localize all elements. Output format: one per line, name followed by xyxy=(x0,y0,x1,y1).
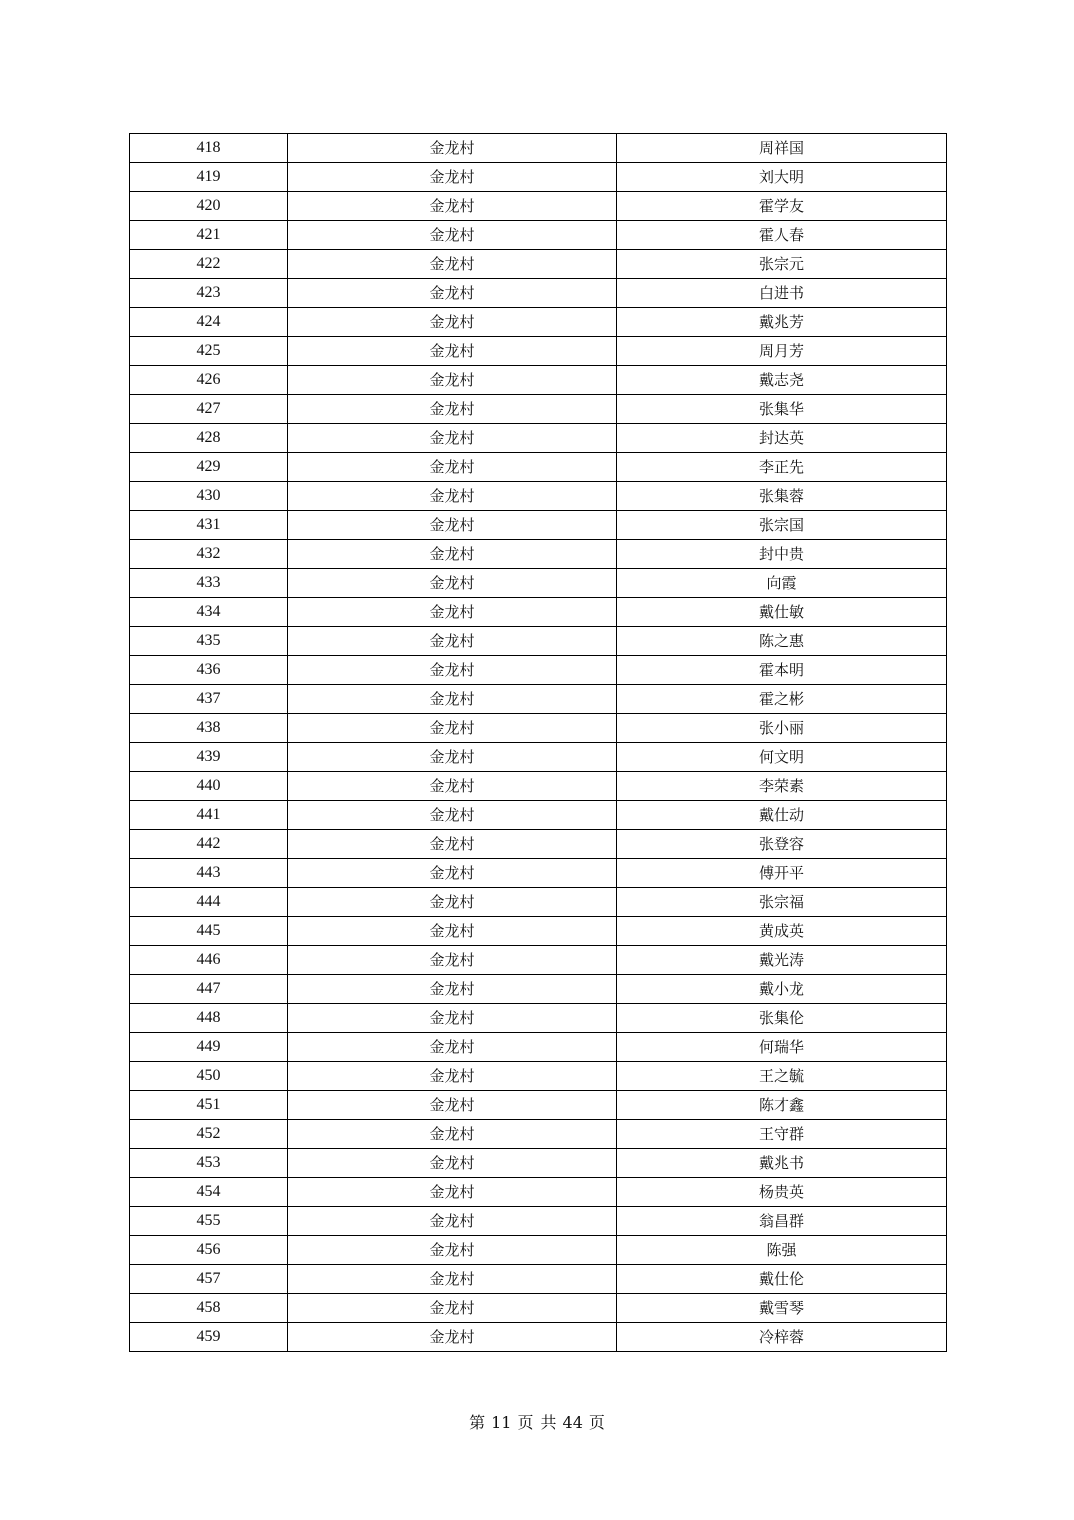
village-cell: 金龙村 xyxy=(288,685,617,714)
village-cell: 金龙村 xyxy=(288,627,617,656)
village-cell: 金龙村 xyxy=(288,1207,617,1236)
village-cell: 金龙村 xyxy=(288,917,617,946)
table-row xyxy=(130,859,947,888)
village-cell: 金龙村 xyxy=(288,975,617,1004)
table-row xyxy=(130,1091,947,1120)
row-number-cell: 418 xyxy=(130,134,288,163)
row-number-cell: 438 xyxy=(130,714,288,743)
table-row xyxy=(130,482,947,511)
person-name-cell: 张宗元 xyxy=(617,250,947,279)
table-row xyxy=(130,975,947,1004)
footer-prefix: 第 xyxy=(469,1413,486,1432)
footer-suffix: 页 xyxy=(588,1413,605,1432)
person-name-cell: 戴志尧 xyxy=(617,366,947,395)
table-row xyxy=(130,511,947,540)
person-name-cell: 戴仕敏 xyxy=(617,598,947,627)
table-row xyxy=(130,1149,947,1178)
table-row xyxy=(130,308,947,337)
village-cell: 金龙村 xyxy=(288,801,617,830)
person-name-cell: 霍本明 xyxy=(617,656,947,685)
table-row xyxy=(130,163,947,192)
roster-table xyxy=(129,133,947,1352)
person-name-cell: 戴小龙 xyxy=(617,975,947,1004)
table-row xyxy=(130,1004,947,1033)
village-cell: 金龙村 xyxy=(288,1323,617,1352)
village-cell: 金龙村 xyxy=(288,511,617,540)
person-name-cell: 张宗国 xyxy=(617,511,947,540)
row-number-cell: 424 xyxy=(130,308,288,337)
village-cell: 金龙村 xyxy=(288,308,617,337)
row-number-cell: 449 xyxy=(130,1033,288,1062)
village-cell: 金龙村 xyxy=(288,772,617,801)
person-name-cell: 李正先 xyxy=(617,453,947,482)
row-number-cell: 433 xyxy=(130,569,288,598)
row-number-cell: 425 xyxy=(130,337,288,366)
person-name-cell: 张集伦 xyxy=(617,1004,947,1033)
person-name-cell: 戴兆书 xyxy=(617,1149,947,1178)
person-name-cell: 傅开平 xyxy=(617,859,947,888)
table-row xyxy=(130,830,947,859)
row-number-cell: 421 xyxy=(130,221,288,250)
table-row xyxy=(130,540,947,569)
person-name-cell: 冷梓蓉 xyxy=(617,1323,947,1352)
table-row xyxy=(130,743,947,772)
table-row xyxy=(130,453,947,482)
footer-middle: 页 共 xyxy=(517,1413,557,1432)
table-row xyxy=(130,279,947,308)
row-number-cell: 459 xyxy=(130,1323,288,1352)
row-number-cell: 422 xyxy=(130,250,288,279)
row-number-cell: 452 xyxy=(130,1120,288,1149)
table-row xyxy=(130,1207,947,1236)
table-row xyxy=(130,424,947,453)
table-row xyxy=(130,192,947,221)
village-cell: 金龙村 xyxy=(288,424,617,453)
row-number-cell: 450 xyxy=(130,1062,288,1091)
person-name-cell: 霍人春 xyxy=(617,221,947,250)
village-cell: 金龙村 xyxy=(288,714,617,743)
table-row xyxy=(130,134,947,163)
village-cell: 金龙村 xyxy=(288,830,617,859)
village-cell: 金龙村 xyxy=(288,540,617,569)
table-row xyxy=(130,1323,947,1352)
person-name-cell: 陈强 xyxy=(617,1236,947,1265)
person-name-cell: 白进书 xyxy=(617,279,947,308)
person-name-cell: 周祥国 xyxy=(617,134,947,163)
total-page-count: 44 xyxy=(562,1413,583,1432)
person-name-cell: 翁昌群 xyxy=(617,1207,947,1236)
village-cell: 金龙村 xyxy=(288,1033,617,1062)
person-name-cell: 杨贵英 xyxy=(617,1178,947,1207)
village-cell: 金龙村 xyxy=(288,1178,617,1207)
table-row xyxy=(130,1062,947,1091)
person-name-cell: 何瑞华 xyxy=(617,1033,947,1062)
village-cell: 金龙村 xyxy=(288,598,617,627)
table-row xyxy=(130,1120,947,1149)
village-cell: 金龙村 xyxy=(288,192,617,221)
person-name-cell: 戴雪琴 xyxy=(617,1294,947,1323)
village-cell: 金龙村 xyxy=(288,1062,617,1091)
row-number-cell: 458 xyxy=(130,1294,288,1323)
person-name-cell: 戴兆芳 xyxy=(617,308,947,337)
person-name-cell: 陈之惠 xyxy=(617,627,947,656)
person-name-cell: 陈才鑫 xyxy=(617,1091,947,1120)
row-number-cell: 431 xyxy=(130,511,288,540)
table-row xyxy=(130,1265,947,1294)
row-number-cell: 440 xyxy=(130,772,288,801)
table-row xyxy=(130,366,947,395)
row-number-cell: 442 xyxy=(130,830,288,859)
village-cell: 金龙村 xyxy=(288,1091,617,1120)
village-cell: 金龙村 xyxy=(288,1265,617,1294)
village-cell: 金龙村 xyxy=(288,946,617,975)
person-name-cell: 王守群 xyxy=(617,1120,947,1149)
village-cell: 金龙村 xyxy=(288,1120,617,1149)
row-number-cell: 436 xyxy=(130,656,288,685)
table-row xyxy=(130,946,947,975)
person-name-cell: 霍学友 xyxy=(617,192,947,221)
person-name-cell: 封中贵 xyxy=(617,540,947,569)
row-number-cell: 426 xyxy=(130,366,288,395)
row-number-cell: 457 xyxy=(130,1265,288,1294)
row-number-cell: 419 xyxy=(130,163,288,192)
village-cell: 金龙村 xyxy=(288,888,617,917)
roster-table-body xyxy=(130,134,947,1352)
table-row xyxy=(130,598,947,627)
person-name-cell: 黄成英 xyxy=(617,917,947,946)
table-row xyxy=(130,1178,947,1207)
row-number-cell: 448 xyxy=(130,1004,288,1033)
table-row xyxy=(130,250,947,279)
row-number-cell: 439 xyxy=(130,743,288,772)
village-cell: 金龙村 xyxy=(288,1294,617,1323)
table-row xyxy=(130,772,947,801)
person-name-cell: 向霞 xyxy=(617,569,947,598)
village-cell: 金龙村 xyxy=(288,134,617,163)
row-number-cell: 441 xyxy=(130,801,288,830)
person-name-cell: 何文明 xyxy=(617,743,947,772)
table-row xyxy=(130,627,947,656)
person-name-cell: 戴仕伦 xyxy=(617,1265,947,1294)
village-cell: 金龙村 xyxy=(288,221,617,250)
row-number-cell: 423 xyxy=(130,279,288,308)
village-cell: 金龙村 xyxy=(288,1004,617,1033)
table-row xyxy=(130,337,947,366)
village-cell: 金龙村 xyxy=(288,395,617,424)
row-number-cell: 445 xyxy=(130,917,288,946)
table-row xyxy=(130,569,947,598)
row-number-cell: 430 xyxy=(130,482,288,511)
table-row xyxy=(130,917,947,946)
person-name-cell: 戴仕动 xyxy=(617,801,947,830)
table-row xyxy=(130,656,947,685)
person-name-cell: 刘大明 xyxy=(617,163,947,192)
table-row xyxy=(130,888,947,917)
village-cell: 金龙村 xyxy=(288,163,617,192)
person-name-cell: 王之毓 xyxy=(617,1062,947,1091)
village-cell: 金龙村 xyxy=(288,250,617,279)
village-cell: 金龙村 xyxy=(288,743,617,772)
row-number-cell: 456 xyxy=(130,1236,288,1265)
row-number-cell: 443 xyxy=(130,859,288,888)
village-cell: 金龙村 xyxy=(288,366,617,395)
row-number-cell: 454 xyxy=(130,1178,288,1207)
table-row xyxy=(130,801,947,830)
page-footer xyxy=(0,1410,1074,1433)
table-row xyxy=(130,1294,947,1323)
row-number-cell: 455 xyxy=(130,1207,288,1236)
row-number-cell: 435 xyxy=(130,627,288,656)
village-cell: 金龙村 xyxy=(288,656,617,685)
person-name-cell: 李荣素 xyxy=(617,772,947,801)
village-cell: 金龙村 xyxy=(288,859,617,888)
row-number-cell: 453 xyxy=(130,1149,288,1178)
row-number-cell: 429 xyxy=(130,453,288,482)
person-name-cell: 张登容 xyxy=(617,830,947,859)
person-name-cell: 张宗福 xyxy=(617,888,947,917)
row-number-cell: 420 xyxy=(130,192,288,221)
row-number-cell: 432 xyxy=(130,540,288,569)
person-name-cell: 封达英 xyxy=(617,424,947,453)
village-cell: 金龙村 xyxy=(288,453,617,482)
row-number-cell: 437 xyxy=(130,685,288,714)
table-row xyxy=(130,1033,947,1062)
village-cell: 金龙村 xyxy=(288,569,617,598)
row-number-cell: 444 xyxy=(130,888,288,917)
table-row xyxy=(130,1236,947,1265)
village-cell: 金龙村 xyxy=(288,1236,617,1265)
row-number-cell: 446 xyxy=(130,946,288,975)
table-row xyxy=(130,714,947,743)
current-page-number: 11 xyxy=(491,1413,512,1432)
person-name-cell: 霍之彬 xyxy=(617,685,947,714)
person-name-cell: 戴光涛 xyxy=(617,946,947,975)
village-cell: 金龙村 xyxy=(288,337,617,366)
village-cell: 金龙村 xyxy=(288,1149,617,1178)
table-row xyxy=(130,685,947,714)
row-number-cell: 428 xyxy=(130,424,288,453)
table-row xyxy=(130,395,947,424)
table-row xyxy=(130,221,947,250)
row-number-cell: 434 xyxy=(130,598,288,627)
row-number-cell: 447 xyxy=(130,975,288,1004)
row-number-cell: 427 xyxy=(130,395,288,424)
person-name-cell: 周月芳 xyxy=(617,337,947,366)
village-cell: 金龙村 xyxy=(288,279,617,308)
village-cell: 金龙村 xyxy=(288,482,617,511)
person-name-cell: 张集蓉 xyxy=(617,482,947,511)
person-name-cell: 张集华 xyxy=(617,395,947,424)
row-number-cell: 451 xyxy=(130,1091,288,1120)
person-name-cell: 张小丽 xyxy=(617,714,947,743)
